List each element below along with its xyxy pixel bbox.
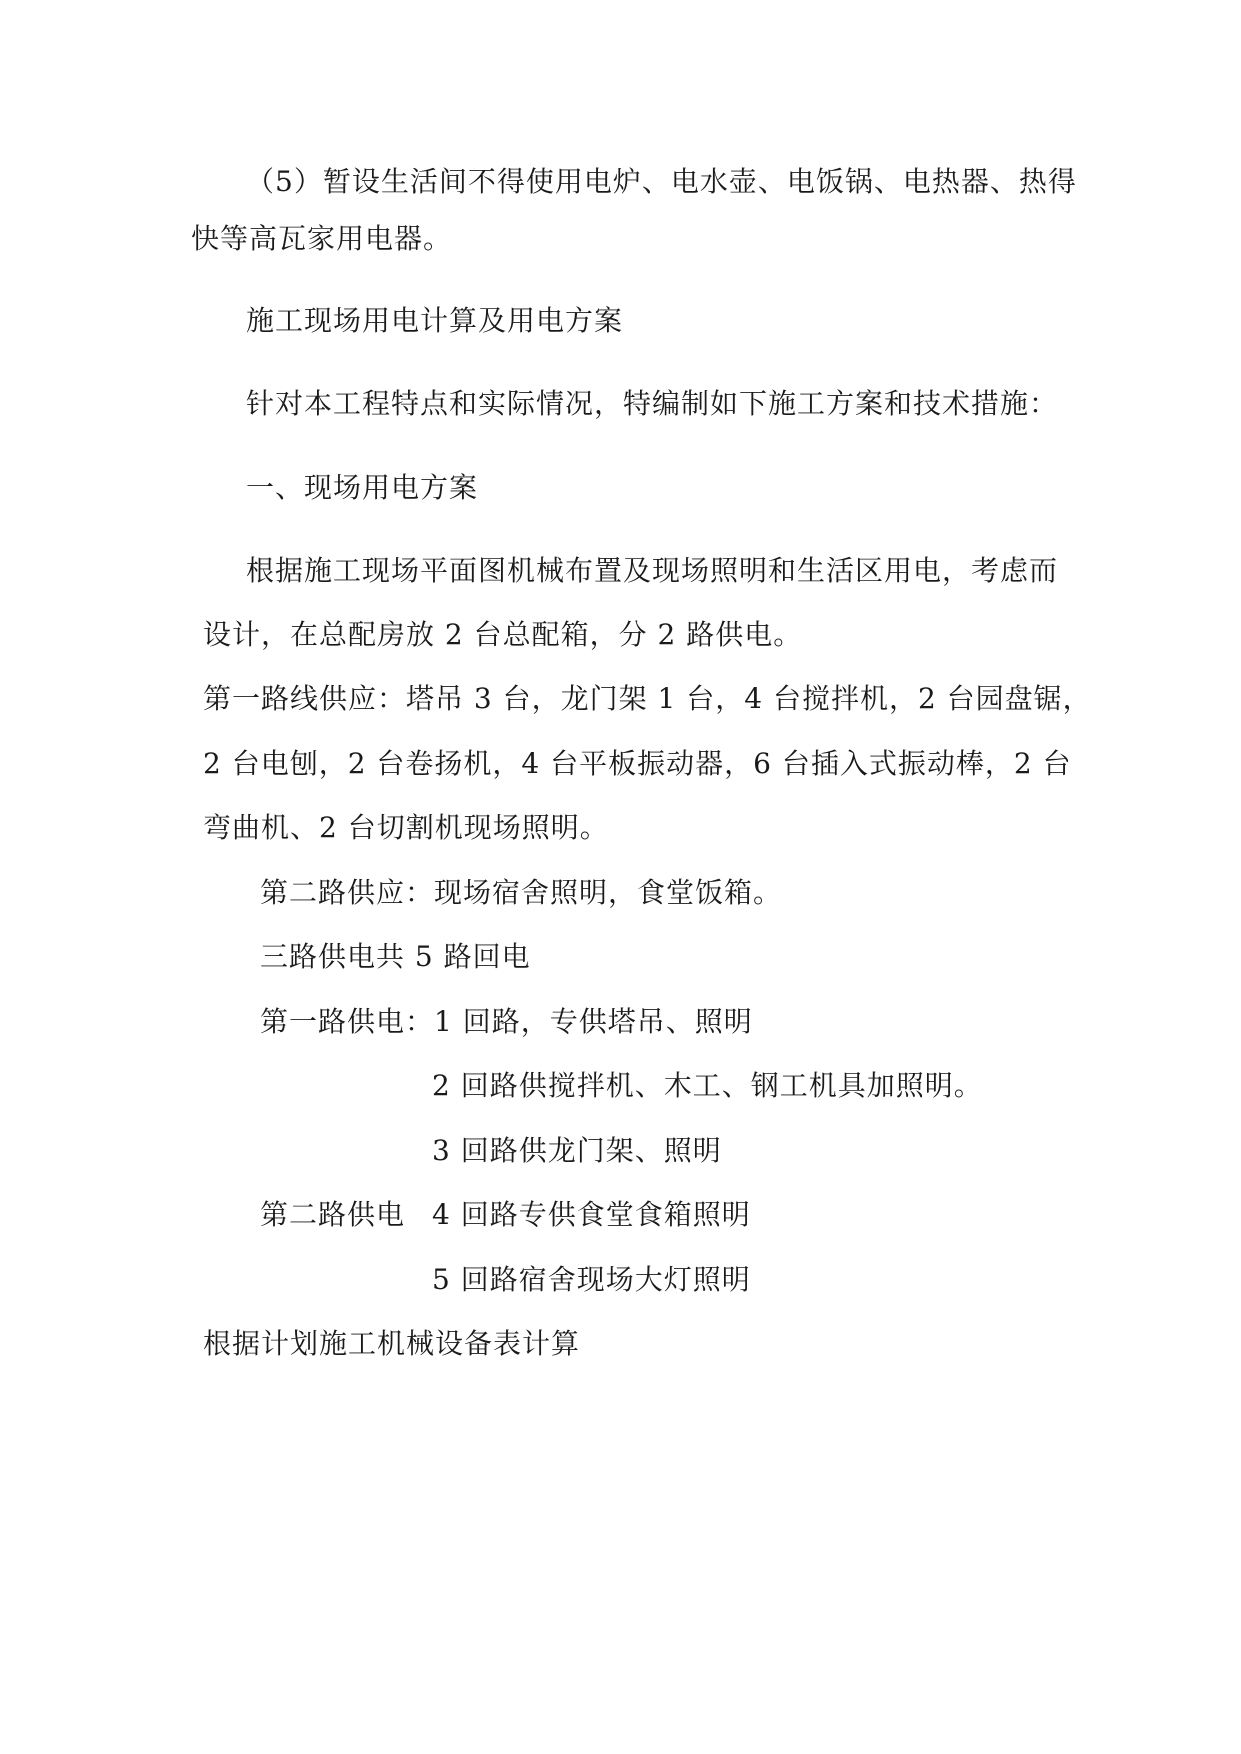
paragraph-line-item5-1: （5）暂设生活间不得使用电炉、电水壶、电饭锅、电热器、热得 bbox=[246, 165, 1077, 198]
circuit-line-1: 第一路供电：1 回路，专供塔吊、照明 bbox=[260, 1005, 753, 1038]
paragraph-line-route1-2: 2 台电刨，2 台卷扬机，4 台平板振动器，6 台插入式振动棒，2 台 bbox=[203, 747, 1072, 780]
paragraph-line-route2: 第二路供应：现场宿舍照明，食堂饭箱。 bbox=[260, 876, 783, 909]
closing-line: 根据计划施工机械设备表计算 bbox=[203, 1327, 581, 1360]
circuit-line-2: 2 回路供搅拌机、木工、钢工机具加照明。 bbox=[432, 1069, 983, 1102]
section-heading: 施工现场用电计算及用电方案 bbox=[246, 304, 624, 337]
subsection-heading: 一、现场用电方案 bbox=[246, 471, 479, 504]
intro-paragraph: 针对本工程特点和实际情况，特编制如下施工方案和技术措施： bbox=[246, 387, 1059, 420]
route2-label: 第二路供电 bbox=[260, 1198, 406, 1231]
paragraph-line-route1-1: 第一路线供应：塔吊 3 台，龙门架 1 台，4 台搅拌机，2 台园盘锯， bbox=[203, 682, 1092, 715]
paragraph-line-plan-1: 根据施工现场平面图机械布置及现场照明和生活区用电，考虑而 bbox=[246, 554, 1059, 587]
circuit-line-5: 5 回路宿舍现场大灯照明 bbox=[432, 1263, 751, 1296]
circuit-line-4: 4 回路专供食堂食箱照明 bbox=[432, 1198, 751, 1231]
paragraph-line-route1-3: 弯曲机、2 台切割机现场照明。 bbox=[203, 811, 609, 844]
circuit-line-3: 3 回路供龙门架、照明 bbox=[432, 1134, 722, 1167]
paragraph-line-item5-2: 快等高瓦家用电器。 bbox=[191, 222, 453, 255]
paragraph-line-circuits: 三路供电共 5 路回电 bbox=[260, 940, 531, 973]
paragraph-line-plan-2: 设计，在总配房放 2 台总配箱，分 2 路供电。 bbox=[203, 618, 803, 651]
